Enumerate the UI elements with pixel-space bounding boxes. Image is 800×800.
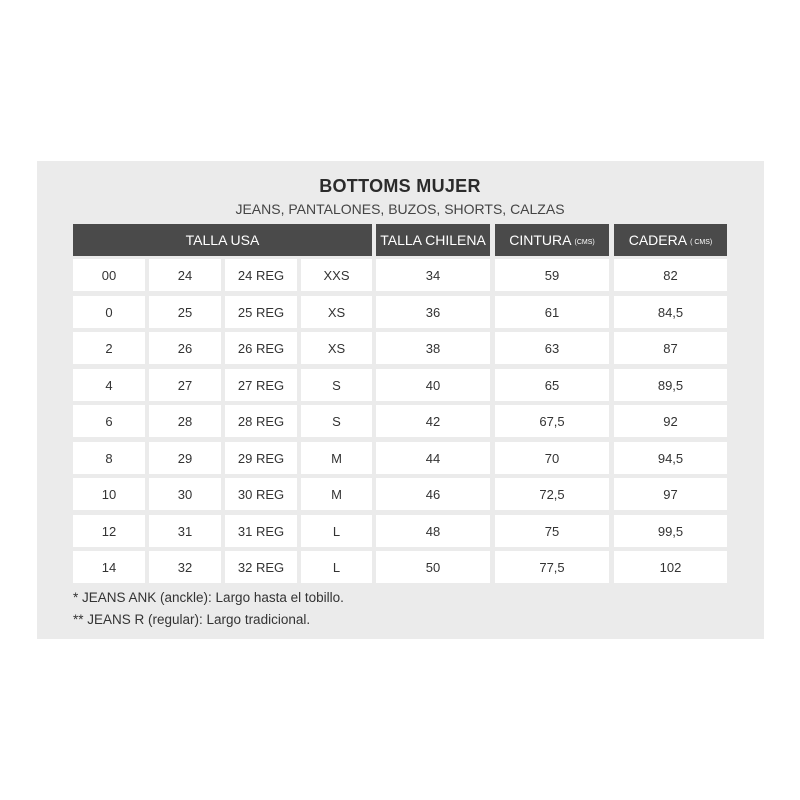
cell-usa-waist: 29: [149, 442, 221, 474]
cell-usa-reg: 27 REG: [225, 369, 297, 401]
cell-cintura: 72,5: [495, 478, 609, 510]
cell-usa-number: 0: [73, 296, 145, 328]
cell-cintura: 77,5: [495, 551, 609, 583]
cell-cintura: 67,5: [495, 405, 609, 437]
cell-usa-number: 2: [73, 332, 145, 364]
cell-usa-number: 12: [73, 515, 145, 547]
cell-talla-chilena: 42: [376, 405, 490, 437]
header-cadera-unit: ( CMS): [690, 238, 713, 246]
header-cadera-label: CADERA: [628, 232, 688, 248]
cell-cadera: 97: [614, 478, 727, 510]
cell-usa-number: 4: [73, 369, 145, 401]
cell-usa-letter: L: [301, 515, 372, 547]
cell-usa-waist: 25: [149, 296, 221, 328]
cell-usa-letter: M: [301, 478, 372, 510]
cell-usa-letter: L: [301, 551, 372, 583]
cell-cadera: 87: [614, 332, 727, 364]
cell-usa-reg: 25 REG: [225, 296, 297, 328]
cell-talla-chilena: 40: [376, 369, 490, 401]
cell-usa-letter: XXS: [301, 259, 372, 291]
cell-usa-waist: 31: [149, 515, 221, 547]
note-jeans-regular: ** JEANS R (regular): Largo tradicional.: [73, 612, 311, 627]
cell-usa-number: 8: [73, 442, 145, 474]
cell-usa-reg: 31 REG: [225, 515, 297, 547]
cell-cadera: 84,5: [614, 296, 727, 328]
cell-usa-number: 00: [73, 259, 145, 291]
cell-talla-chilena: 50: [376, 551, 490, 583]
cell-usa-waist: 28: [149, 405, 221, 437]
cell-talla-chilena: 44: [376, 442, 490, 474]
cell-usa-letter: M: [301, 442, 372, 474]
cell-talla-chilena: 36: [376, 296, 490, 328]
cell-talla-chilena: 34: [376, 259, 490, 291]
cell-cadera: 99,5: [614, 515, 727, 547]
cell-cintura: 65: [495, 369, 609, 401]
cell-usa-reg: 24 REG: [225, 259, 297, 291]
cell-cintura: 61: [495, 296, 609, 328]
cell-usa-waist: 26: [149, 332, 221, 364]
cell-usa-waist: 32: [149, 551, 221, 583]
header-cintura-unit: (CMS): [574, 238, 595, 246]
header-cintura: [495, 224, 609, 256]
cell-cintura: 59: [495, 259, 609, 291]
header-cintura-label: CINTURA: [509, 232, 572, 248]
cell-usa-reg: 29 REG: [225, 442, 297, 474]
cell-usa-letter: XS: [301, 296, 372, 328]
cell-talla-chilena: 38: [376, 332, 490, 364]
cell-usa-number: 14: [73, 551, 145, 583]
cell-usa-letter: XS: [301, 332, 372, 364]
note-jeans-ank: * JEANS ANK (anckle): Largo hasta el tobillo.: [73, 590, 344, 605]
cell-talla-chilena: 46: [376, 478, 490, 510]
cell-cintura: 70: [495, 442, 609, 474]
cell-usa-waist: 30: [149, 478, 221, 510]
cell-cintura: 75: [495, 515, 609, 547]
cell-cadera: 89,5: [614, 369, 727, 401]
cell-cintura: 63: [495, 332, 609, 364]
cell-usa-number: 10: [73, 478, 145, 510]
cell-usa-letter: S: [301, 405, 372, 437]
cell-cadera: 102: [614, 551, 727, 583]
chart-title: BOTTOMS MUJER: [319, 176, 481, 196]
header-talla-chilena: TALLA CHILENA: [376, 224, 490, 256]
cell-usa-waist: 27: [149, 369, 221, 401]
cell-usa-reg: 30 REG: [225, 478, 297, 510]
cell-usa-number: 6: [73, 405, 145, 437]
cell-usa-reg: 28 REG: [225, 405, 297, 437]
cell-usa-reg: 32 REG: [225, 551, 297, 583]
cell-usa-letter: S: [301, 369, 372, 401]
cell-talla-chilena: 48: [376, 515, 490, 547]
cell-cadera: 82: [614, 259, 727, 291]
cell-cadera: 92: [614, 405, 727, 437]
cell-usa-reg: 26 REG: [225, 332, 297, 364]
cell-cadera: 94,5: [614, 442, 727, 474]
header-cadera: [614, 224, 727, 256]
header-talla-usa: TALLA USA: [73, 224, 372, 256]
cell-usa-waist: 24: [149, 259, 221, 291]
chart-subtitle: JEANS, PANTALONES, BUZOS, SHORTS, CALZAS: [235, 201, 565, 217]
